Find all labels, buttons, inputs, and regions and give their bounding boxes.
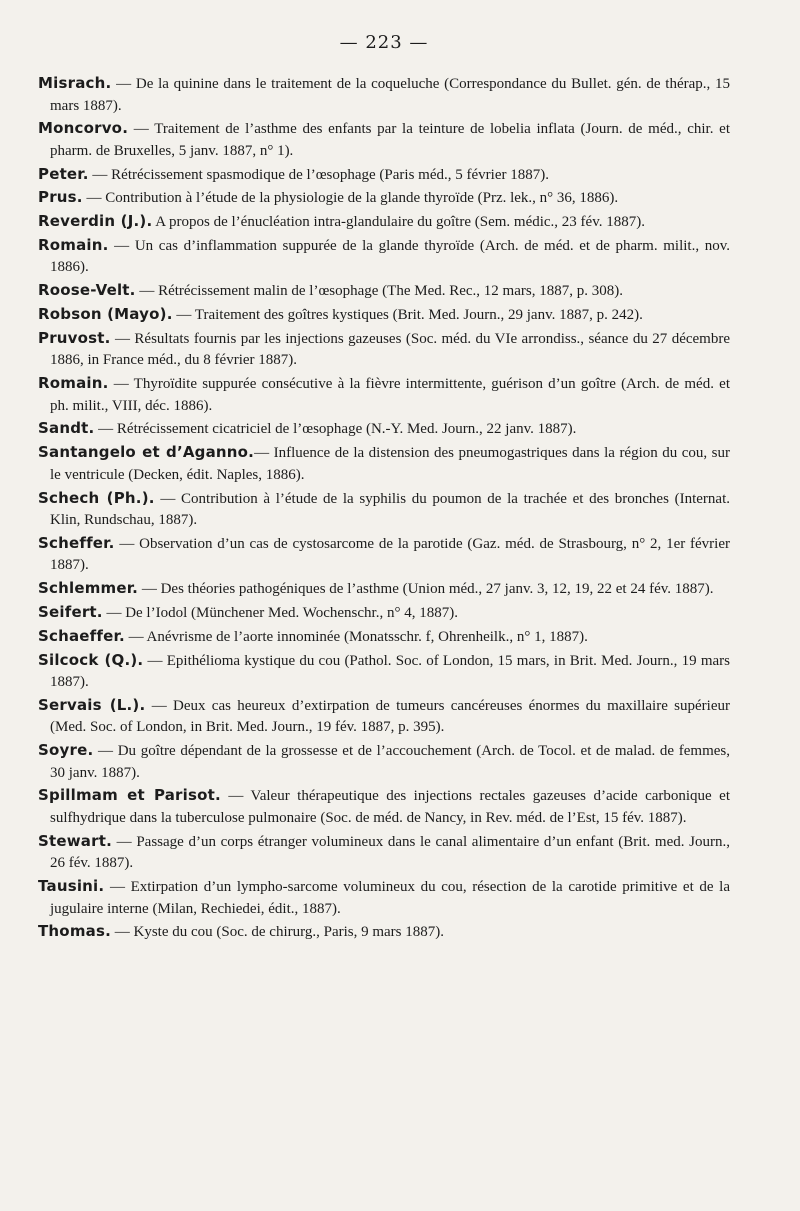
- bibliography-entry: [38, 578, 730, 600]
- entry-author: Moncorvo.: [38, 119, 129, 138]
- bibliography-entry: [38, 235, 730, 278]
- bibliography-entry: [38, 831, 730, 874]
- entry-text: — Rétrécissement malin de l’œsophage (The Med. Rec., 12 mars, 1887, p. 308).: [135, 283, 623, 300]
- bibliography-entry: [38, 921, 730, 943]
- bibliography-entry: [38, 626, 730, 648]
- entry-author: Santangelo et d’Aganno.: [38, 443, 255, 462]
- entry-author: Reverdin (J.).: [38, 212, 153, 231]
- entry-author: Romain.: [38, 374, 109, 393]
- entry-text: — Contribution à l’étude de la physiologie de la glande thyroïde (Prz. lek., n° 36, 1886).: [82, 190, 619, 207]
- bibliography-entry: [38, 164, 730, 186]
- entry-text: — Observation d’un cas de cystosarcome de la parotide (Gaz. méd. de Strasbourg, n° 2, 1er février 1887).: [50, 535, 730, 574]
- entry-author: Misrach.: [38, 74, 112, 92]
- entry-author: Schlemmer.: [38, 579, 139, 598]
- bibliography-entry: [38, 373, 730, 416]
- bibliography-entry: [38, 602, 730, 624]
- entry-author: Servais (L.).: [38, 695, 146, 714]
- entry-author: Soyre.: [38, 741, 94, 760]
- entry-text: — Deux cas heureux d’extirpation de tumeurs cancéreuses énormes du maxillaire supérieur (Med. Soc. of London, in Brit. Med. Journ., 19 fév. 1887, p. 395).: [50, 697, 730, 736]
- bibliography-entry: [38, 785, 730, 828]
- entry-text: — Un cas d’inflammation suppurée de la glande thyroïde (Arch. de méd. et de pharm. milit., nov. 1886).: [50, 237, 730, 276]
- bibliography-entry: [38, 488, 730, 531]
- entry-author: Stewart.: [38, 831, 112, 850]
- entry-author: Scheffer.: [38, 533, 115, 552]
- bibliography-entry: [38, 118, 730, 161]
- entry-author: Romain.: [38, 235, 109, 254]
- bibliography-entry: [38, 876, 730, 919]
- entry-text: — Des théories pathogéniques de l’asthme (Union méd., 27 janv. 3, 12, 19, 22 et 24 fév. 1887).: [138, 581, 714, 598]
- entry-author: Robson (Mayo).: [38, 305, 173, 324]
- entry-author: Spillmam et Parisot.: [38, 786, 221, 805]
- entry-text: — Rétrécissement spasmodique de l’œsophage (Paris méd., 5 février 1887).: [88, 166, 549, 183]
- entry-text: — Du goître dépendant de la grossesse et de l’accouchement (Arch. de Tocol. et de malad. de femmes, 30 janv. 1887).: [50, 743, 730, 781]
- entry-author: Thomas.: [38, 922, 111, 941]
- entry-text: — Résultats fournis par les injections gazeuses (Soc. méd. du VIe arrondiss., séance du 27 décembre 1886, in France méd., du 8 février 1887).: [50, 330, 730, 369]
- entry-author: Pruvost.: [38, 328, 111, 347]
- entry-author: Tausini.: [38, 877, 105, 896]
- entry-author: Schech (Ph.).: [38, 488, 155, 507]
- bibliography-entry: [38, 328, 730, 371]
- entry-text: — De l’Iodol (Münchener Med. Wochenschr., n° 4, 1887).: [102, 604, 458, 621]
- entry-text: — De la quinine dans le traitement de la coqueluche (Correspondance du Bullet. gén. de thérap., 15 mars 1887).: [50, 76, 730, 114]
- bibliography-entry: [38, 280, 730, 302]
- entry-text: — Influence de la distension des pneumogastriques dans la région du cou, sur le ventricule (Decken, édit. Naples, 1886).: [50, 445, 730, 483]
- entry-text: — Rétrécissement cicatriciel de l’œsophage (N.-Y. Med. Journ., 22 janv. 1887).: [94, 421, 577, 438]
- entry-author: Peter.: [38, 164, 89, 183]
- entry-author: Roose-Velt.: [38, 281, 136, 300]
- bibliography-entry: [38, 442, 730, 485]
- entry-text: — Contribution à l’étude de la syphilis du poumon de la trachée et des bronches (Internat. Klin, Rundschau, 1887).: [50, 490, 730, 529]
- entry-text: — Traitement de l’asthme des enfants par la teinture de lobelia inflata (Journ. de méd., chir. et pharm. de Bruxelles, 5 janv. 1887, n° 1).: [50, 121, 730, 159]
- entry-text: — Extirpation d’un lympho-sarcome volumineux du cou, résection de la carotide primitive et de la jugulaire interne (Milan, Rechiedei, édit., 1887).: [50, 879, 730, 917]
- bibliography-entry: [38, 533, 730, 576]
- entry-author: Schaeffer.: [38, 626, 125, 645]
- bibliography-list: [38, 73, 730, 943]
- entry-author: Prus.: [38, 188, 83, 207]
- entry-author: Silcock (Q.).: [38, 650, 144, 669]
- entry-text: — Kyste du cou (Soc. de chirurg., Paris, 9 mars 1887).: [111, 924, 445, 941]
- entry-author: Seifert.: [38, 602, 103, 621]
- entry-text: — Epithélioma kystique du cou (Pathol. Soc. of London, 15 mars, in Brit. Med. Journ., 19 mars 1887).: [50, 652, 730, 691]
- entry-text: — Traitement des goîtres kystiques (Brit. Med. Journ., 29 janv. 1887, p. 242).: [172, 307, 643, 324]
- bibliography-entry: [38, 418, 730, 440]
- entry-text: — Passage d’un corps étranger volumineux dans le canal alimentaire d’un enfant (Brit. med. Journ., 26 fév. 1887).: [50, 833, 730, 872]
- bibliography-entry: [38, 695, 730, 738]
- bibliography-entry: [38, 740, 730, 783]
- bibliography-entry: [38, 650, 730, 693]
- bibliography-entry: [38, 187, 730, 209]
- bibliography-entry: [38, 211, 730, 233]
- entry-text: A propos de l’énucléation intra-glandulaire du goître (Sem. médic., 23 fév. 1887).: [152, 214, 645, 231]
- entry-author: Sandt.: [38, 419, 95, 438]
- bibliography-entry: [38, 73, 730, 116]
- entry-text: — Anévrisme de l’aorte innominée (Monatsschr. f, Ohrenheilk., n° 1, 1887).: [124, 628, 588, 645]
- bibliography-entry: [38, 304, 730, 326]
- entry-text: — Thyroïdite suppurée consécutive à la fièvre intermittente, guérison d’un goître (Arch. de méd. et ph. milit., VIII, déc. 1886).: [50, 376, 730, 414]
- page-number: — 223 —: [339, 32, 429, 53]
- entry-text: — Valeur thérapeutique des injections rectales gazeuses d’acide carbonique et sulfhydrique dans la tuberculose pulmonaire (Soc. de méd. de Nancy, in Rev. méd. de l’Est, 15 fév. 1887).: [50, 788, 730, 826]
